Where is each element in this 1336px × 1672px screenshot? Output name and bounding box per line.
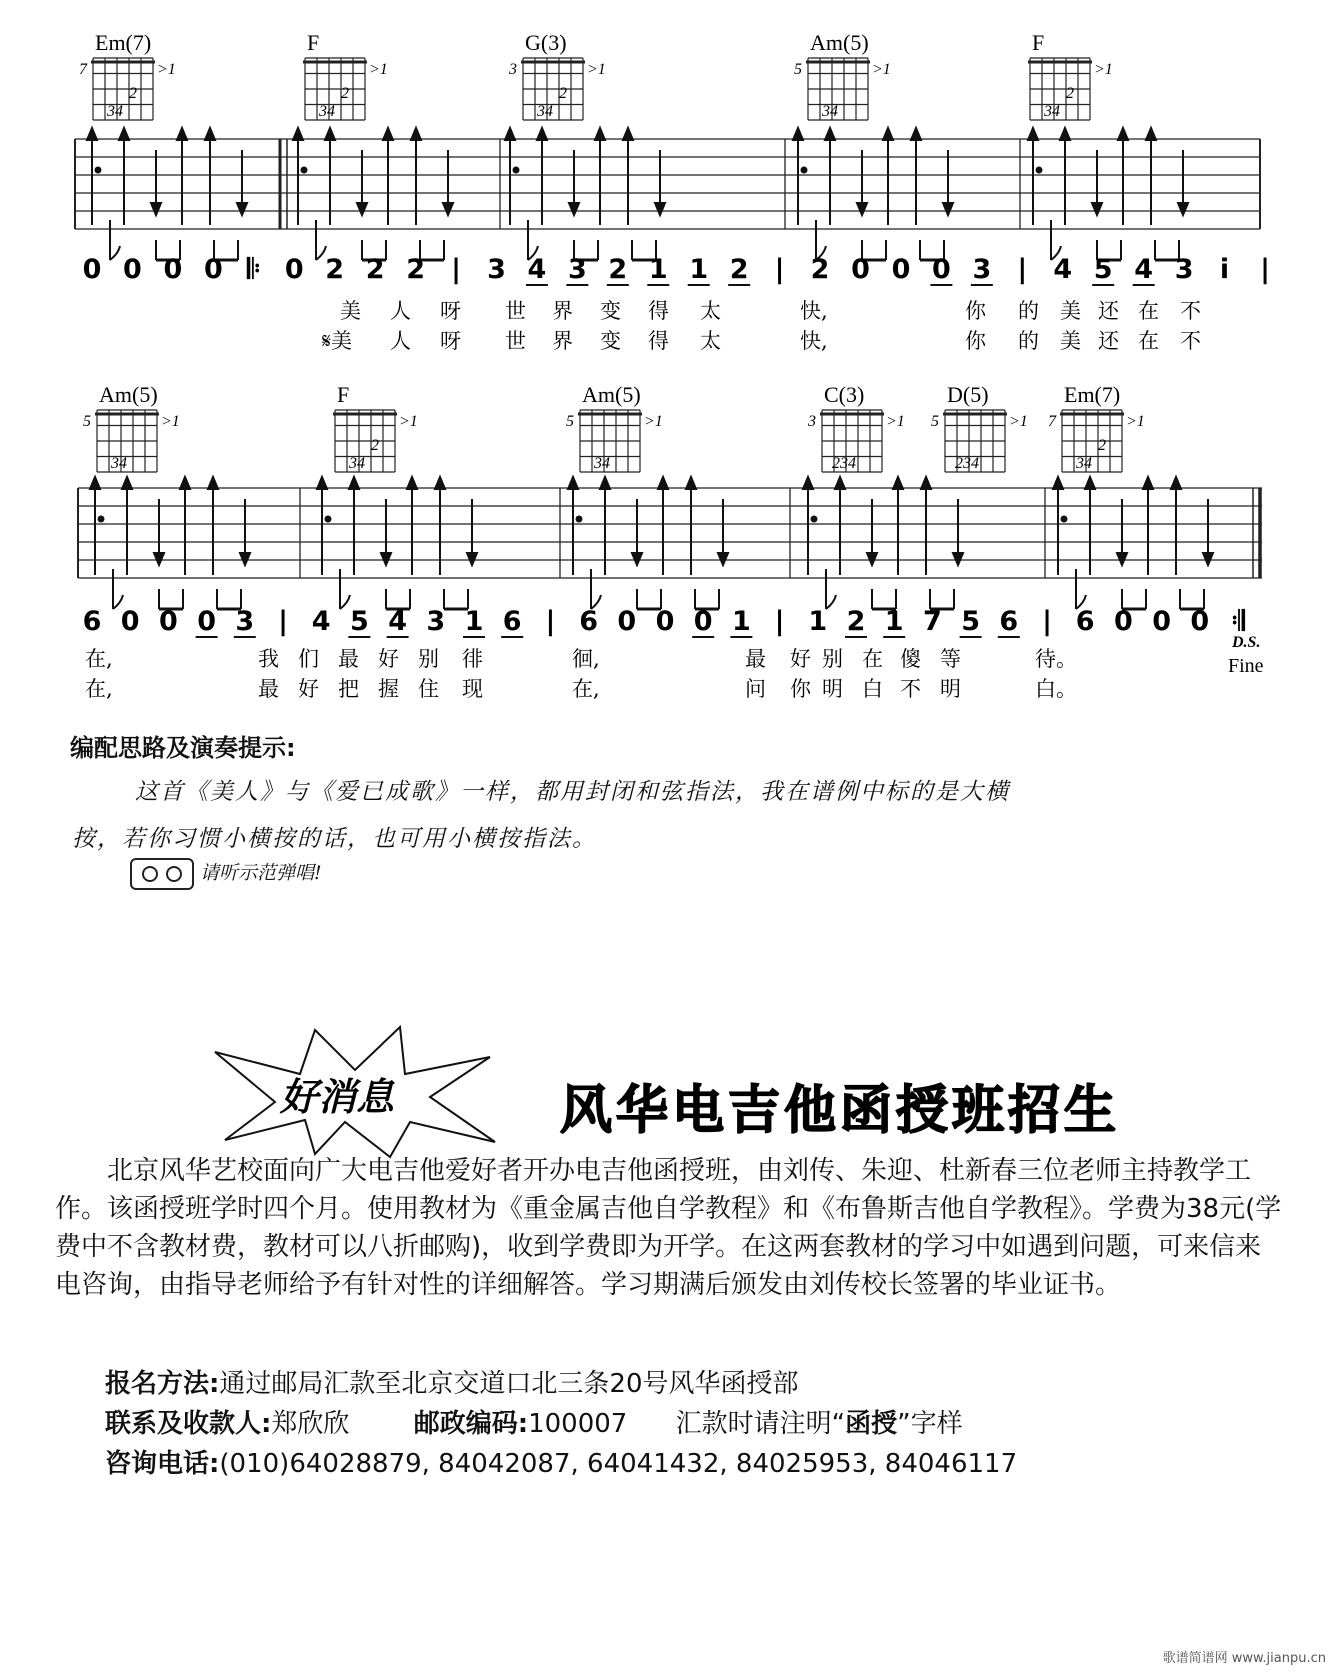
strum-arrow-up — [407, 477, 417, 489]
barre-arrow: >1 — [587, 61, 606, 78]
lyric-char: 待。 — [1035, 647, 1077, 671]
chord-fingers: 34 — [107, 103, 123, 120]
barre-arrow: >1 — [1094, 61, 1113, 78]
barre-arrow: >1 — [872, 61, 891, 78]
barre-arrow: >1 — [886, 413, 905, 430]
strum-arrow-down — [357, 203, 367, 215]
chord-name: F — [307, 30, 320, 55]
chord-name: Am(5) — [582, 382, 641, 407]
lyric-char: 还 — [1098, 329, 1119, 353]
chord-finger: 2 — [1066, 85, 1074, 102]
strum-arrow-up — [1085, 477, 1095, 489]
strum-arrow-up — [1146, 128, 1156, 140]
chord-fret: 5 — [931, 413, 939, 430]
lyric-char: 太 — [700, 299, 721, 323]
lyric-char: 得 — [648, 299, 669, 323]
notes-heading: 编配思路及演奏提示: — [70, 734, 296, 762]
lyric-char: 在, — [85, 677, 113, 701]
ad-title: 风华电吉他函授班招生 — [560, 1081, 1121, 1141]
dotted-note — [514, 168, 519, 173]
jianpu-numbers — [83, 254, 1270, 637]
jianpu-note: 4 — [527, 254, 547, 285]
chord-diagram — [931, 382, 1028, 472]
chord-finger: 2 — [559, 85, 567, 102]
strum-arrow-up — [793, 128, 803, 140]
chord-name: Em(7) — [1064, 382, 1121, 407]
guitar-score — [0, 0, 1336, 720]
jianpu-note: 0 — [693, 606, 713, 637]
lyric-char: 好 — [790, 647, 811, 671]
cassette-icon — [130, 858, 194, 890]
strum-arrow-up — [825, 128, 835, 140]
jianpu-note: 0 — [617, 606, 637, 637]
lyric-char: 好 — [378, 647, 399, 671]
lyric-char: 快, — [800, 329, 828, 353]
jianpu-note: 4 — [311, 606, 331, 637]
strum-arrow-down — [569, 203, 579, 215]
jianpu-note: | — [451, 254, 461, 285]
lyric-char: 白。 — [1035, 677, 1077, 701]
chord-name: C(3) — [824, 382, 865, 407]
jianpu-note: 7 — [923, 606, 942, 637]
lyric-char: 好 — [298, 677, 319, 701]
good-news-burst — [205, 1022, 505, 1162]
strum-arrow-up — [119, 128, 129, 140]
chord-diagram — [1028, 30, 1113, 120]
strum-arrow-up — [803, 477, 813, 489]
strum-arrow-up — [1143, 477, 1153, 489]
lyric-char: 在 — [1138, 299, 1159, 323]
notes-line-1: 这首《美人》与《爱已成歌》一样，都用封闭和弦指法，我在谱例中标的是大横 — [135, 779, 1010, 805]
strum-arrow-up — [435, 477, 445, 489]
jianpu-note: 3 — [235, 606, 255, 637]
strum-arrow-up — [180, 477, 190, 489]
chord-fingers: 34 — [1044, 103, 1060, 120]
jianpu-note: 6 — [82, 606, 102, 637]
lyric-char: 人 — [390, 299, 411, 323]
jianpu-note: | — [545, 606, 556, 637]
strum-arrow-down — [151, 203, 161, 215]
jianpu-note: 2 — [406, 254, 425, 285]
chord-fret: 5 — [794, 61, 802, 78]
chord-fret: 3 — [808, 413, 816, 430]
chord-name: Em(7) — [95, 30, 152, 55]
jianpu-note: | — [1260, 254, 1270, 285]
strum-arrow-up — [568, 477, 578, 489]
strum-arrow-down — [857, 203, 867, 215]
lyric-char: 还 — [1098, 299, 1119, 323]
lyric-char: 美 — [340, 299, 361, 323]
strum-arrow-up — [383, 128, 393, 140]
chord-diagram — [303, 30, 388, 120]
chord-fret: 7 — [79, 61, 87, 78]
jianpu-note: 4 — [1134, 254, 1154, 285]
phone-line: 咨询电话:(010)64028879, 84042087, 64041432, 84025953, 84046117 — [105, 1449, 1018, 1479]
chord-fret: 3 — [509, 61, 517, 78]
jianpu-note: 1 — [808, 606, 828, 637]
chord-diagram — [794, 30, 891, 120]
jianpu-note: i — [1219, 254, 1230, 285]
chord-name: Am(5) — [99, 382, 158, 407]
strum-arrow-down — [154, 553, 164, 565]
strum-arrow-up — [122, 477, 132, 489]
chord-finger: 2 — [341, 85, 349, 102]
strum-arrow-up — [1118, 128, 1128, 140]
jianpu-note: 2 — [608, 254, 628, 285]
barre-arrow: >1 — [644, 413, 663, 430]
fine-mark: Fine — [1228, 655, 1264, 677]
lyric-char: 最 — [258, 677, 279, 701]
chord-diagram — [1048, 382, 1145, 472]
jianpu-note: 0 — [1114, 606, 1133, 637]
lyric-char: 最 — [745, 647, 766, 671]
jianpu-note: 0 — [82, 254, 102, 285]
lyric-char: 界 — [552, 329, 573, 353]
rhythm-flag — [340, 595, 350, 609]
chord-name: Am(5) — [810, 30, 869, 55]
strum-arrow-down — [240, 553, 250, 565]
chord-fingers: 34 — [822, 103, 838, 120]
jianpu-note: 0 — [163, 254, 183, 285]
jianpu-note: 5 — [961, 606, 980, 637]
jianpu-note: 5 — [350, 606, 369, 637]
strum-arrow-up — [658, 477, 668, 489]
jianpu-note: | — [278, 606, 288, 637]
strum-arrow-down — [1092, 203, 1102, 215]
lyric-char: 在 — [1138, 329, 1159, 353]
lyric-char: 等 — [940, 647, 961, 671]
chord-diagram — [566, 382, 663, 472]
jianpu-note: 0 — [1190, 606, 1210, 637]
strum-arrow-up — [349, 477, 359, 489]
lyric-char: 快, — [800, 299, 828, 323]
jianpu-note: | — [1042, 606, 1052, 637]
lyric-char: 们 — [298, 647, 319, 671]
lyric-char: 变 — [600, 299, 621, 323]
strum-arrow-up — [208, 477, 218, 489]
strum-arrow-up — [205, 128, 215, 140]
jianpu-note: 0 — [284, 254, 304, 285]
jianpu-note: 3 — [972, 254, 992, 285]
lyric-char: 徘 — [462, 647, 483, 671]
strum-arrow-up — [623, 128, 633, 140]
barre-arrow: >1 — [161, 413, 180, 430]
lyric-char: 握 — [378, 677, 399, 701]
contact-line: 联系及收款人:郑欣欣 邮政编码:100007 汇款时请注明“函授”字样 — [105, 1409, 963, 1439]
dotted-note — [302, 168, 307, 173]
lyric-char: 不 — [1180, 329, 1201, 353]
chord-name: G(3) — [525, 30, 567, 55]
strum-arrow-up — [1053, 477, 1063, 489]
strum-arrow-down — [467, 553, 477, 565]
strum-arrow-down — [718, 553, 728, 565]
jianpu-note: 0 — [851, 254, 870, 285]
watermark: 歌谱简谱网 www.jianpu.cn — [1162, 1651, 1326, 1666]
chord-finger: 2 — [129, 85, 137, 102]
barre-arrow: >1 — [1009, 413, 1028, 430]
lyric-char: 把 — [338, 677, 359, 701]
dotted-note — [1037, 168, 1042, 173]
dotted-note — [577, 517, 582, 522]
jianpu-note: 1 — [689, 254, 709, 285]
lyric-char: 美 — [1060, 329, 1081, 353]
strum-arrow-down — [443, 203, 453, 215]
lyric-char: 你 — [790, 677, 811, 701]
lyric-char: 明 — [940, 677, 961, 701]
lyric-char: 呀 — [440, 329, 461, 353]
jianpu-note: 3 — [426, 606, 446, 637]
jianpu-note: 6 — [579, 606, 598, 637]
strum-arrow-down — [632, 553, 642, 565]
jianpu-note: 0 — [891, 254, 911, 285]
tab-staff-row1 — [75, 139, 1260, 229]
jianpu-note: 1 — [464, 606, 484, 637]
lyric-char: 的 — [1018, 299, 1039, 323]
jianpu-note: | — [774, 606, 785, 637]
lyric-char: 徊, — [572, 647, 600, 671]
jianpu-note: 4 — [388, 606, 407, 637]
strum-arrow-down — [943, 203, 953, 215]
listen-demo-text: 请听示范弹唱! — [200, 862, 322, 884]
lyric-char: 世 — [505, 329, 526, 353]
lyric-char: 的 — [1018, 329, 1039, 353]
lyric-char: 住 — [418, 677, 439, 701]
strum-arrow-down — [381, 553, 391, 565]
ad-paragraph: 北京风华艺校面向广大电吉他爱好者开办电吉他函授班，由刘传、朱迎、杜新春三位老师主持教学工作。该函授班学时四个月。使用教材为《重金属吉他自学教程》和《布鲁斯吉他自学教程》。学费为38元(学费中不含教材费，教材可以八折邮购)，收到学费即为开学。在这两套教材的学习中如遇到问题，可来信来电咨询，由指导老师给予有针对性的详细解答。学习期满后颁发由刘传校长签署的毕业证书。 — [55, 1156, 1282, 1300]
dotted-note — [99, 517, 104, 522]
lyric-char: 别 — [418, 647, 439, 671]
lyric-char: 世 — [505, 299, 526, 323]
lyric-char: 在 — [862, 647, 883, 671]
strum-marks — [87, 128, 1213, 609]
lyric-char: 不 — [900, 677, 921, 701]
jianpu-note: 0 — [655, 606, 675, 637]
lyric-char: 人 — [390, 329, 411, 353]
strum-arrow-up — [911, 128, 921, 140]
chord-fingers: 234 — [832, 455, 856, 472]
barre-arrow: >1 — [157, 61, 176, 78]
jianpu-note: 2 — [365, 254, 385, 285]
chord-name: D(5) — [947, 382, 989, 407]
jianpu-note: 0 — [197, 606, 216, 637]
jianpu-note: 4 — [1053, 254, 1073, 285]
strum-arrow-down — [1178, 203, 1188, 215]
strum-arrow-up — [293, 128, 303, 140]
chord-fret: 5 — [566, 413, 574, 430]
strum-arrow-down — [1117, 553, 1127, 565]
dotted-note — [96, 168, 101, 173]
jianpu-note: 𝄆 — [247, 254, 261, 285]
strum-arrow-up — [1028, 128, 1038, 140]
strum-arrow-down — [1203, 553, 1213, 565]
lyric-char: 𝄋美 — [322, 329, 353, 353]
chord-finger: 2 — [1098, 437, 1106, 454]
strum-arrow-up — [317, 477, 327, 489]
jianpu-note: 0 — [159, 606, 178, 637]
rhythm-flag — [826, 595, 836, 609]
lyric-char: 最 — [338, 647, 359, 671]
jianpu-note: 5 — [1093, 254, 1113, 285]
strum-arrow-up — [600, 477, 610, 489]
strum-arrow-down — [655, 203, 665, 215]
chord-name: F — [337, 382, 350, 407]
strum-arrow-up — [1060, 128, 1070, 140]
jianpu-note: 2 — [846, 606, 866, 637]
strum-arrow-up — [893, 477, 903, 489]
jianpu-note: 2 — [810, 254, 830, 285]
rhythm-flag — [110, 246, 120, 260]
jianpu-note: 𝄇 — [1231, 606, 1245, 637]
lyric-char: 别 — [822, 647, 843, 671]
chord-fingers: 34 — [111, 455, 127, 472]
chord-fret: 5 — [83, 413, 91, 430]
ds-mark: D.S. — [1232, 634, 1261, 651]
jianpu-note: 3 — [1174, 254, 1194, 285]
jianpu-note: 3 — [487, 254, 506, 285]
jianpu-note: 6 — [502, 606, 522, 637]
chord-fingers: 34 — [537, 103, 553, 120]
jianpu-note: | — [1017, 254, 1028, 285]
jianpu-note: 1 — [732, 606, 751, 637]
strum-arrow-up — [921, 477, 931, 489]
lyric-char: 变 — [600, 329, 621, 353]
lyric-char: 你 — [965, 329, 986, 353]
strum-arrow-up — [883, 128, 893, 140]
lyric-char: 问 — [745, 677, 766, 701]
dotted-note — [1062, 517, 1067, 522]
notes-line-2: 按，若你习惯小横按的话，也可用小横按指法。 — [72, 826, 597, 852]
jianpu-note: 0 — [932, 254, 951, 285]
lyric-char: 在, — [572, 677, 600, 701]
chord-diagram — [83, 382, 180, 472]
strum-arrow-up — [835, 477, 845, 489]
chord-diagram — [333, 382, 418, 472]
jianpu-note: 0 — [120, 606, 140, 637]
chord-fret: 7 — [1048, 413, 1056, 430]
good-news-badge: 好消息 — [280, 1074, 395, 1119]
chord-diagram — [807, 382, 905, 472]
strum-arrow-up — [177, 128, 187, 140]
lyric-char: 明 — [822, 677, 843, 701]
chord-diagram — [79, 30, 176, 120]
strum-arrow-down — [237, 203, 247, 215]
lyric-char: 得 — [648, 329, 669, 353]
lyric-char: 美 — [1060, 299, 1081, 323]
jianpu-note: 1 — [884, 606, 904, 637]
jianpu-note: 6 — [999, 606, 1019, 637]
lyric-char: 现 — [462, 677, 483, 701]
jianpu-note: 0 — [203, 254, 223, 285]
dotted-note — [326, 517, 331, 522]
lyrics — [82, 299, 1201, 701]
barre-arrow: >1 — [399, 413, 418, 430]
jianpu-note: 3 — [567, 254, 587, 285]
dotted-note — [802, 168, 807, 173]
strum-arrow-down — [953, 553, 963, 565]
lyric-char: 不 — [1180, 299, 1201, 323]
strum-arrow-up — [90, 477, 100, 489]
strum-arrow-up — [505, 128, 515, 140]
lyric-char: 呀 — [440, 299, 461, 323]
chord-fingers: 34 — [594, 455, 610, 472]
dotted-note — [812, 517, 817, 522]
lyric-char: 你 — [965, 299, 986, 323]
barre-arrow: >1 — [1126, 413, 1145, 430]
lyric-char: 在, — [85, 647, 113, 671]
barre-arrow: >1 — [369, 61, 388, 78]
jianpu-note: 0 — [123, 254, 142, 285]
jianpu-note: 1 — [648, 254, 668, 285]
lyric-char: 傻 — [900, 647, 921, 671]
strum-arrow-up — [686, 477, 696, 489]
strum-arrow-up — [1171, 477, 1181, 489]
chord-diagram — [508, 30, 606, 120]
chord-fingers: 234 — [955, 455, 979, 472]
strum-arrow-up — [325, 128, 335, 140]
jianpu-note: 0 — [1152, 606, 1171, 637]
tab-staff-row2 — [78, 488, 1262, 578]
chord-fingers: 34 — [319, 103, 335, 120]
strum-arrow-up — [411, 128, 421, 140]
jianpu-note: | — [774, 254, 785, 285]
chord-name: F — [1032, 30, 1045, 55]
lyric-char: 我 — [258, 647, 279, 671]
lyric-char: 白 — [862, 677, 883, 701]
chord-fingers: 34 — [1076, 455, 1092, 472]
lyric-char: 界 — [552, 299, 573, 323]
strum-arrow-up — [537, 128, 547, 140]
jianpu-note: 2 — [325, 254, 345, 285]
jianpu-note: 6 — [1075, 606, 1095, 637]
chord-fingers: 34 — [349, 455, 365, 472]
lyric-char: 太 — [700, 329, 721, 353]
strum-arrow-down — [867, 553, 877, 565]
chord-finger: 2 — [371, 437, 379, 454]
jianpu-note: 2 — [729, 254, 749, 285]
strum-arrow-up — [87, 128, 97, 140]
strum-arrow-up — [595, 128, 605, 140]
signup-line: 报名方法:通过邮局汇款至北京交道口北三条20号风华函授部 — [105, 1369, 799, 1399]
